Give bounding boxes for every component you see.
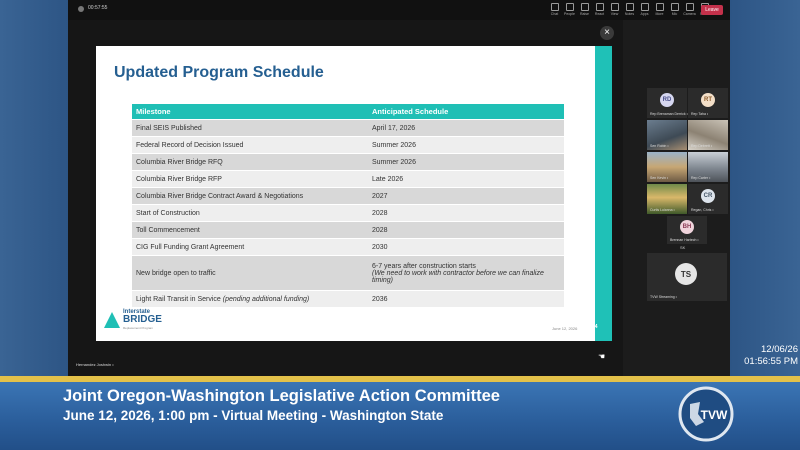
schedule-cell: 2036 [368,291,564,308]
logo-line-1: Interstate [123,309,151,315]
participant-name: Regan, Chris • [691,208,714,212]
participant-name: Curtis Luianna • [650,208,675,212]
schedule-cell: 2027 [368,188,564,205]
people-icon [566,3,574,11]
meeting-toolbar [548,2,711,18]
milestone-cell: Federal Record of Decision Issued [132,137,368,154]
close-share-button[interactable]: × [600,26,614,40]
participant-name: Rep Carter • [691,176,711,180]
chat-icon [551,3,559,11]
milestone-cell: Columbia River Bridge RFP [132,171,368,188]
toolbar-apps-button[interactable]: Apps [638,2,651,18]
participant-name: Sen Robin • [650,144,669,148]
backdrop-left [0,0,68,376]
mic-icon [671,3,679,11]
banner-subtitle: June 12, 2026, 1:00 pm - Virtual Meeting - Washington State [63,408,444,423]
toolbar-raise-button[interactable]: Raise [578,2,591,18]
schedule-cell: Summer 2026 [368,137,564,154]
milestone-cell: CIG Full Funding Grant Agreement [132,239,368,256]
clock-time: 01:56:55 PM [744,356,798,367]
avatar: TS [675,263,697,285]
milestone-text: Light Rail Transit in Service [136,295,221,303]
mouse-pointer-icon: ☚ [598,352,606,361]
participant-tile-7[interactable] [647,184,687,214]
tvw-logo [676,384,736,444]
avatar: BH [680,220,694,234]
participant-tile-ts[interactable] [647,253,727,301]
participant-name: Sen Kevin • [650,176,669,180]
avatar: RT [701,93,715,107]
logo-line-2: BRIDGE [123,314,162,325]
toolbar-people-button[interactable]: People [563,2,576,18]
toolbar-mic-button[interactable]: Mic [668,2,681,18]
table-row [132,137,564,154]
schedule-text: 6-7 years after construction starts [372,262,476,270]
participant-name: Brennan Hartech • [670,238,699,242]
toolbar-react-button[interactable]: React [593,2,606,18]
table-row [132,256,564,291]
toolbar-chat-button[interactable]: Chat [548,2,561,18]
table-row [132,188,564,205]
participant-overflow-label: SK [680,245,686,250]
schedule-cell: 2028 [368,205,564,222]
avatar: RD [660,93,674,107]
participant-name: Rep Taha • [691,112,709,116]
toolbar-camera-button[interactable]: Camera [683,2,696,18]
table-row [132,120,564,137]
table-row [132,239,564,256]
toolbar-notes-button[interactable]: Notes [623,2,636,18]
milestone-cell: Columbia River Bridge Contract Award & Negotiations [132,188,368,205]
column-header-schedule: Anticipated Schedule [368,104,564,120]
notes-icon [626,3,634,11]
participant-tile-rd[interactable] [647,88,687,118]
column-header-milestone: Milestone [132,104,368,120]
slide-accent-bar [595,46,612,341]
table-row [132,205,564,222]
presenter-name: Hernandez Joshwin • [76,362,114,367]
avatar: CR [701,189,715,203]
participant-tile-3[interactable] [647,120,687,150]
milestone-note: (pending additional funding) [222,295,310,303]
schedule-cell: 2028 [368,222,564,239]
meeting-elapsed-time: 00:57:55 [88,5,108,11]
logo-line-3: Replacement Program [123,326,154,330]
toolbar-view-button[interactable]: View [608,2,621,18]
table-header-row [132,104,564,120]
milestone-cell: Start of Construction [132,205,368,222]
slide-date: June 12, 2026 [552,326,578,331]
milestone-cell: New bridge open to traffic [132,256,368,291]
table-row [132,154,564,171]
table-row [132,291,564,308]
table-row [132,222,564,239]
participant-name: Rep Debrett • [691,144,713,148]
leave-button[interactable]: Leave [701,5,723,15]
milestone-cell: Final SEIS Published [132,120,368,137]
participant-tile-cr[interactable] [688,184,728,214]
participant-tile-6[interactable] [688,152,728,182]
record-icon [78,6,84,12]
participant-tile-rt[interactable] [688,88,728,118]
lower-third-banner [0,382,800,450]
milestone-cell: Columbia River Bridge RFQ [132,154,368,171]
hand-icon [581,3,589,11]
banner-title: Joint Oregon-Washington Legislative Action Committee [63,387,500,405]
schedule-note: (We need to work with contractor before we can finalize timing) [372,269,544,284]
participant-tile-5[interactable] [647,152,687,182]
grid-icon [611,3,619,11]
schedule-cell: Late 2026 [368,171,564,188]
smiley-icon [596,3,604,11]
schedule-cell: Summer 2026 [368,154,564,171]
slide-page-number: 34 [592,324,598,330]
milestone-cell [132,291,368,308]
participant-tile-4[interactable] [688,120,728,150]
table-row [132,171,564,188]
clock-date: 12/06/26 [761,344,798,355]
ibr-logo [104,309,162,331]
toolbar-more-button[interactable]: More [653,2,666,18]
tvw-logo-text: TVW [700,408,728,422]
schedule-table [132,104,564,307]
slide-title: Updated Program Schedule [114,64,324,81]
participant-tile-bh[interactable] [667,216,707,244]
schedule-cell [368,256,564,291]
participant-name: Rep Brenaman Derrick • [650,112,688,116]
broadcast-clock [730,344,798,368]
bridge-logo-icon [104,312,120,328]
participant-name: TVW Streaming • [650,295,677,299]
apps-icon [641,3,649,11]
milestone-cell: Toll Commencement [132,222,368,239]
schedule-cell: 2030 [368,239,564,256]
presentation-slide [96,46,612,341]
backdrop-right [730,0,800,376]
meeting-top-bar [68,0,730,20]
more-icon [656,3,664,11]
schedule-cell: April 17, 2026 [368,120,564,137]
camera-icon [686,3,694,11]
